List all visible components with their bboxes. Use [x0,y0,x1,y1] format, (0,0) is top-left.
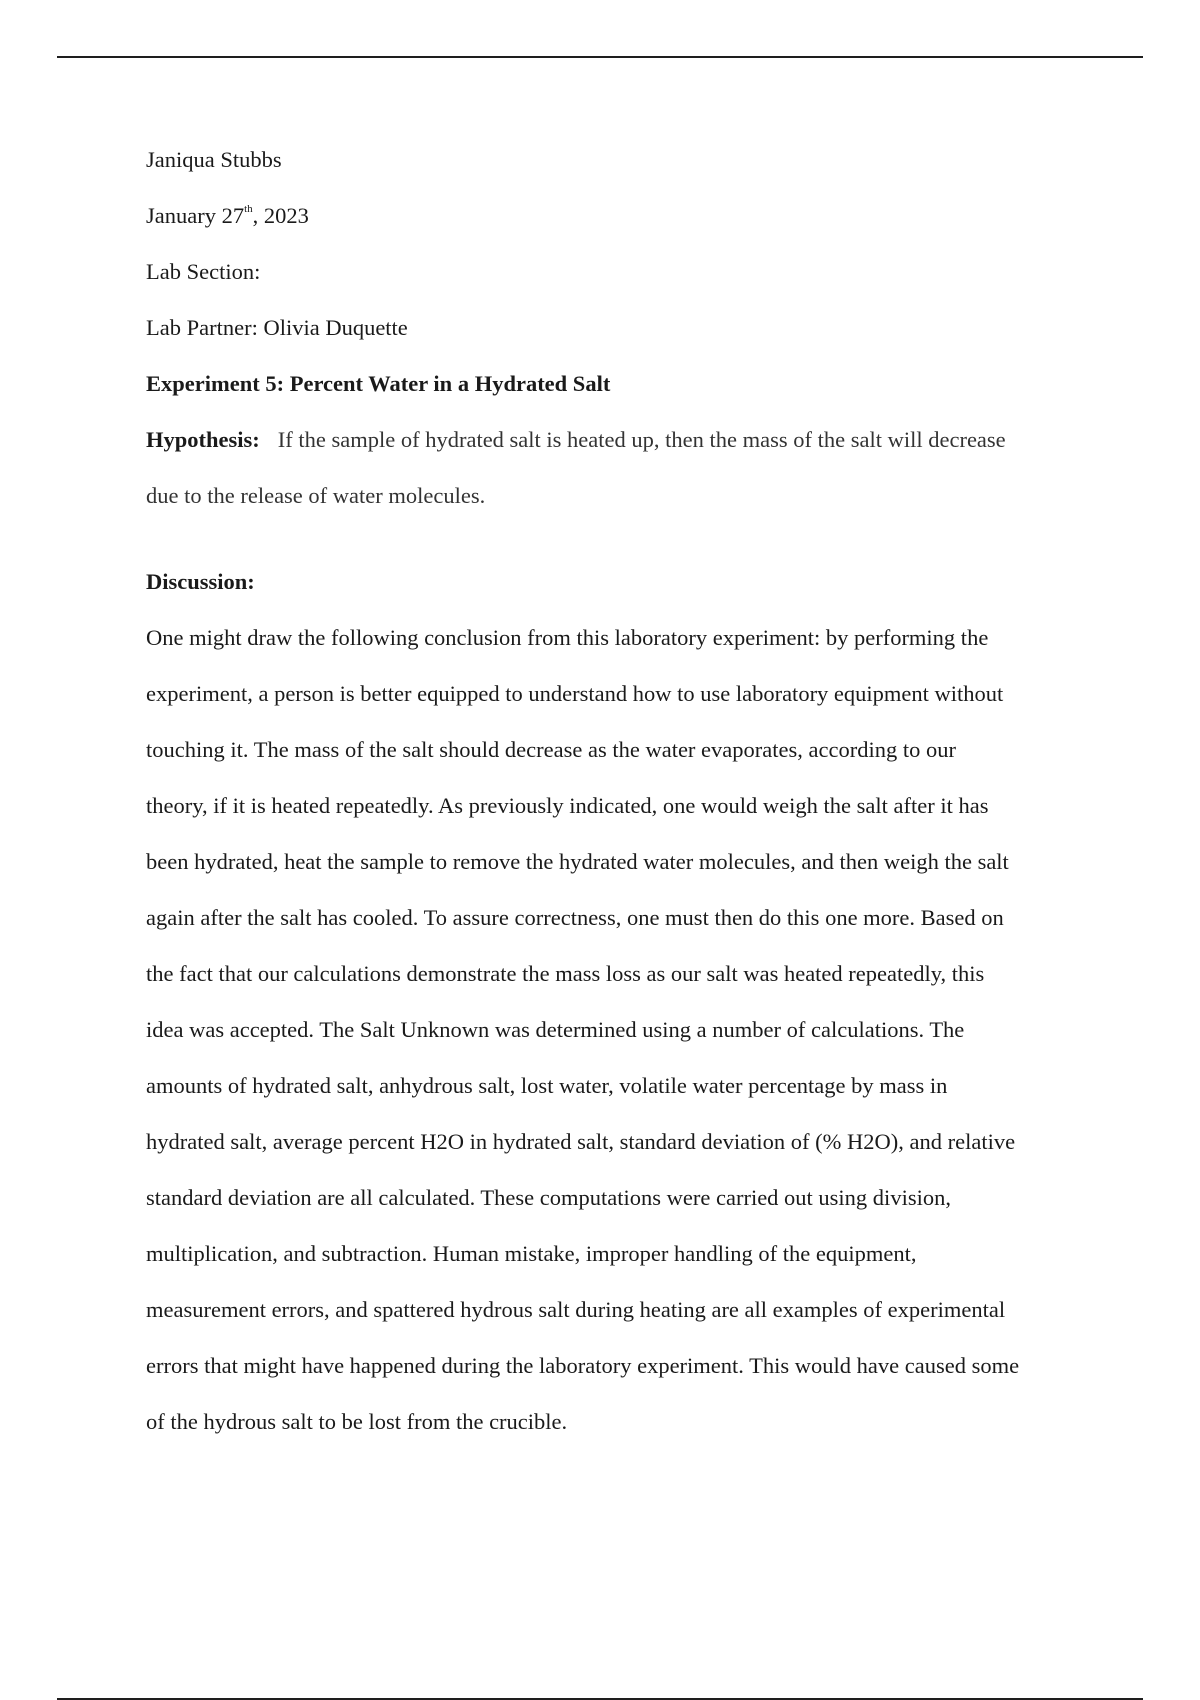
report-date [146,196,1096,252]
discussion-heading: Discussion: [146,569,255,594]
author-name: Janiqua Stubbs [146,147,282,172]
experiment-title: Experiment 5: Percent Water in a Hydrated Salt [146,371,611,396]
discussion-line: errors that might have happened during the laboratory experiment. This would have caused some [146,1353,1020,1378]
lab-section: Lab Section: [146,259,261,284]
discussion-line: idea was accepted. The Salt Unknown was determined using a number of calculations. The [146,1017,965,1042]
discussion-line: again after the salt has cooled. To assure correctness, one must then do this one more. Based on [146,905,1004,930]
discussion-line: of the hydrous salt to be lost from the crucible. [146,1409,568,1434]
discussion-line: One might draw the following conclusion from this laboratory experiment: by performing the [146,625,989,650]
section-gap [146,532,1096,562]
hypothesis-line-1 [146,420,1096,476]
discussion-line: multiplication, and subtraction. Human mistake, improper handling of the equipment, [146,1241,917,1266]
discussion-line: touching it. The mass of the salt should decrease as the water evaporates, according to our [146,737,956,762]
discussion-line: been hydrated, heat the sample to remove the hydrated water molecules, and then weigh the salt [146,849,1009,874]
top-divider [57,56,1143,58]
discussion-paragraph [146,618,1096,1458]
hypothesis-label: Hypothesis: [146,427,260,452]
hypothesis-text-1: If the sample of hydrated salt is heated up, then the mass of the salt will decrease [277,427,1006,452]
hypothesis-line-2: due to the release of water molecules. [146,483,486,508]
discussion-line: amounts of hydrated salt, anhydrous salt, lost water, volatile water percentage by mass in [146,1073,948,1098]
discussion-line: hydrated salt, average percent H2O in hydrated salt, standard deviation of (% H2O), and relative [146,1129,1016,1154]
document-page [146,140,1096,1458]
date-main: January 27 [146,203,245,228]
lab-partner: Lab Partner: Olivia Duquette [146,315,408,340]
discussion-line: theory, if it is heated repeatedly. As previously indicated, one would weigh the salt after it has [146,793,989,818]
date-tail: , 2023 [252,203,309,228]
discussion-line: the fact that our calculations demonstrate the mass loss as our salt was heated repeatedly, this [146,961,985,986]
date-ordinal: th [244,202,253,215]
discussion-line: measurement errors, and spattered hydrous salt during heating are all examples of experimental [146,1297,1006,1322]
discussion-line: experiment, a person is better equipped to understand how to use laboratory equipment without [146,681,1004,706]
discussion-line: standard deviation are all calculated. These computations were carried out using division, [146,1185,951,1210]
